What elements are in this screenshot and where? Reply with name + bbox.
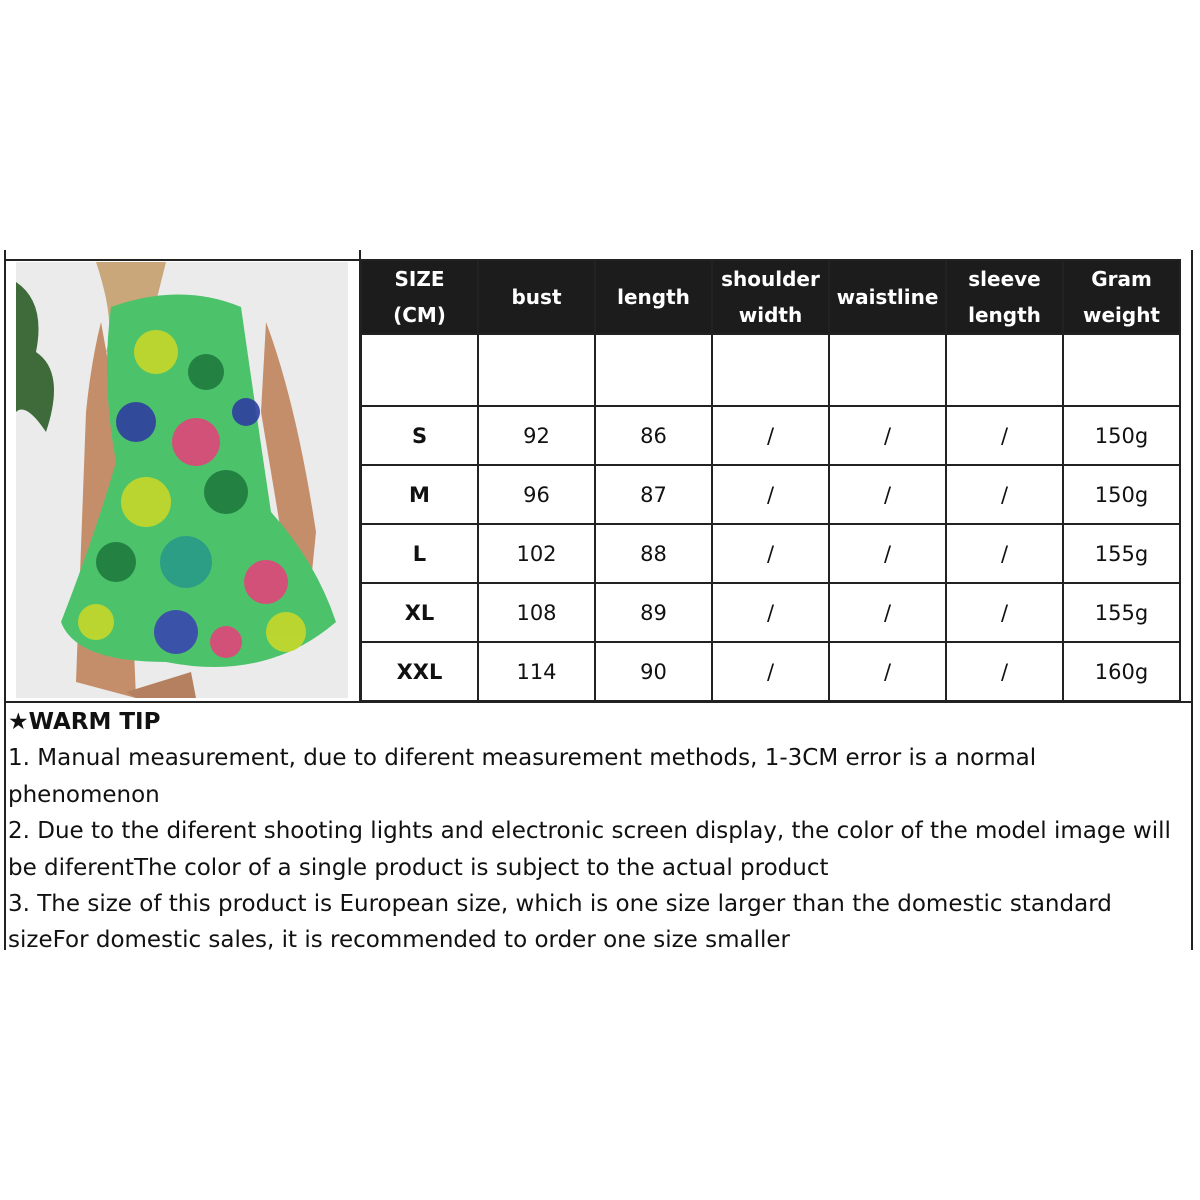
- tip-item-3: 3. The size of this product is European size, which is one size larger than the domestic standard sizeFor domestic sales, it is recommended to order one size smaller: [8, 891, 1112, 954]
- table-cell: /: [829, 524, 946, 583]
- tip-item-2: 2. Due to the diferent shooting lights and electronic screen display, the color of the model image will be diferentThe color of a single product is subject to the actual product: [8, 818, 1171, 881]
- table-cell: 96: [478, 465, 595, 524]
- table-cell: 90: [595, 642, 712, 701]
- table-cell: 155g: [1063, 583, 1180, 642]
- table-cell: /: [829, 583, 946, 642]
- table-cell: [478, 334, 595, 406]
- table-cell: 102: [478, 524, 595, 583]
- header-length: length: [595, 260, 712, 334]
- table-cell: /: [829, 642, 946, 701]
- table-cell: /: [712, 406, 829, 465]
- warm-tip-section: [8, 704, 1192, 959]
- table-cell: 92: [478, 406, 595, 465]
- top-border: [4, 259, 362, 261]
- size-label: M: [361, 465, 478, 524]
- header-shoulder-width: shoulder width: [712, 260, 829, 334]
- table-cell: [361, 334, 478, 406]
- empty-row: [361, 334, 1180, 406]
- product-photo: [16, 262, 348, 698]
- table-cell: 88: [595, 524, 712, 583]
- table-cell: /: [712, 524, 829, 583]
- table-cell: [1063, 334, 1180, 406]
- size-label: XL: [361, 583, 478, 642]
- table-cell: /: [946, 583, 1063, 642]
- table-row: [361, 465, 1180, 524]
- table-cell: 89: [595, 583, 712, 642]
- table-row: [361, 524, 1180, 583]
- tip-item-1: 1. Manual measurement, due to diferent measurement methods, 1-3CM error is a normal phenomenon: [8, 745, 1037, 808]
- table-cell: /: [712, 583, 829, 642]
- table-cell: /: [946, 524, 1063, 583]
- table-cell: 86: [595, 406, 712, 465]
- table-cell: /: [946, 406, 1063, 465]
- table-cell: [712, 334, 829, 406]
- size-label: L: [361, 524, 478, 583]
- header-bust: bust: [478, 260, 595, 334]
- header-size: SIZE (CM): [361, 260, 478, 334]
- table-cell: 160g: [1063, 642, 1180, 701]
- warm-tip-title: ★WARM TIP: [8, 709, 161, 735]
- left-border: [4, 250, 6, 950]
- header-waistline: waistline: [829, 260, 946, 334]
- table-cell: 155g: [1063, 524, 1180, 583]
- header-sleeve-length: sleeve length: [946, 260, 1063, 334]
- size-chart-table: [360, 259, 1181, 702]
- table-cell: /: [946, 465, 1063, 524]
- table-cell: /: [829, 465, 946, 524]
- table-cell: [595, 334, 712, 406]
- size-label: S: [361, 406, 478, 465]
- table-cell: [946, 334, 1063, 406]
- table-cell: /: [829, 406, 946, 465]
- table-cell: [829, 334, 946, 406]
- size-label: XXL: [361, 642, 478, 701]
- table-cell: 87: [595, 465, 712, 524]
- table-cell: /: [712, 642, 829, 701]
- table-row: [361, 642, 1180, 701]
- table-row: [361, 406, 1180, 465]
- table-cell: /: [712, 465, 829, 524]
- header-gram-weight: Gram weight: [1063, 260, 1180, 334]
- table-row: [361, 583, 1180, 642]
- table-cell: 150g: [1063, 465, 1180, 524]
- table-cell: 108: [478, 583, 595, 642]
- table-header-row: [361, 260, 1180, 334]
- table-cell: /: [946, 642, 1063, 701]
- table-cell: 114: [478, 642, 595, 701]
- table-cell: 150g: [1063, 406, 1180, 465]
